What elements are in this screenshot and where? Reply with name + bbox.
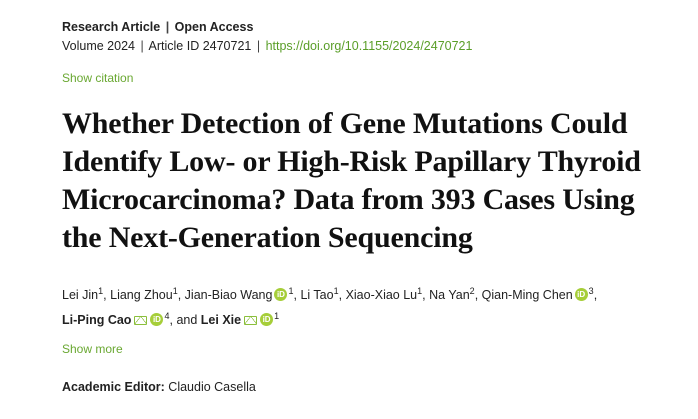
mail-icon[interactable] <box>244 316 257 325</box>
author-entry <box>62 285 107 303</box>
author-name: Qian-Ming Chen <box>481 288 573 303</box>
meta-separator-3: | <box>256 39 261 54</box>
academic-editor-name: Claudio Casella <box>168 379 256 394</box>
author-affiliation-marker[interactable]: 1 <box>172 285 178 296</box>
meta-separator: | <box>165 20 170 34</box>
orcid-icon[interactable] <box>575 288 588 301</box>
author-separator: , <box>103 288 107 303</box>
show-more-button[interactable]: Show more <box>62 341 123 356</box>
author-name: Li Tao <box>300 288 334 303</box>
author-separator: , <box>422 288 426 303</box>
volume-line <box>62 37 642 56</box>
author-separator: , <box>293 288 297 303</box>
article-id-label: Article ID 2470721 <box>148 39 252 54</box>
academic-editor-label: Academic Editor: <box>62 379 165 394</box>
author-entry <box>481 285 598 303</box>
author-name: Xiao-Xiao Lu <box>345 288 418 303</box>
author-entry <box>429 285 479 303</box>
author-separator: , <box>169 312 173 327</box>
author-separator: , <box>474 288 479 303</box>
author-name: Li-Ping Cao <box>62 312 132 327</box>
author-name: Lei Jin <box>62 288 99 303</box>
volume-label: Volume 2024 <box>62 39 135 54</box>
author-affiliation-marker[interactable]: 4 <box>164 310 170 321</box>
author-name: Jian-Biao Wang <box>184 288 273 303</box>
orcid-icon[interactable] <box>260 313 273 326</box>
author-entry <box>345 285 426 303</box>
author-entry <box>110 285 182 303</box>
article-type-line <box>62 18 642 37</box>
author-affiliation-marker[interactable]: 1 <box>274 310 280 321</box>
orcid-icon[interactable] <box>150 313 163 326</box>
academic-editor <box>62 380 642 394</box>
author-name: Liang Zhou <box>110 288 173 303</box>
author-list <box>62 283 642 332</box>
author-separator: , <box>177 288 182 303</box>
author-affiliation-marker[interactable]: 1 <box>98 285 104 296</box>
meta-separator-2: | <box>140 39 144 54</box>
open-access-label: Open Access <box>174 20 254 34</box>
author-affiliation-marker[interactable]: 1 <box>288 285 294 296</box>
author-affiliation-marker[interactable]: 1 <box>333 285 339 296</box>
page-title: Whether Detection of Gene Mutations Could Identify Low- or High-Risk Papillary Thyroid Microcarcinoma? Data from 393 Cases Using the Next-Generation Sequencing <box>62 106 641 255</box>
author-name: Lei Xie <box>200 312 242 327</box>
orcid-icon[interactable] <box>274 288 287 301</box>
author-separator: , <box>338 288 343 303</box>
article-type-label: Research Article <box>62 20 161 34</box>
author-entry <box>62 310 173 327</box>
author-entry <box>176 310 280 327</box>
author-affiliation-marker[interactable]: 2 <box>469 285 475 296</box>
author-conjunction: and <box>176 312 201 327</box>
author-entry <box>184 285 297 303</box>
show-citation-button[interactable]: Show citation <box>62 70 134 85</box>
mail-icon[interactable] <box>134 316 147 325</box>
author-entry <box>300 285 343 303</box>
author-affiliation-marker[interactable]: 1 <box>417 285 423 296</box>
author-separator: , <box>593 288 598 303</box>
author-affiliation-marker[interactable]: 3 <box>588 285 594 296</box>
doi-link[interactable]: https://doi.org/10.1155/2024/2470721 <box>265 39 473 54</box>
author-name: Na Yan <box>429 288 470 303</box>
